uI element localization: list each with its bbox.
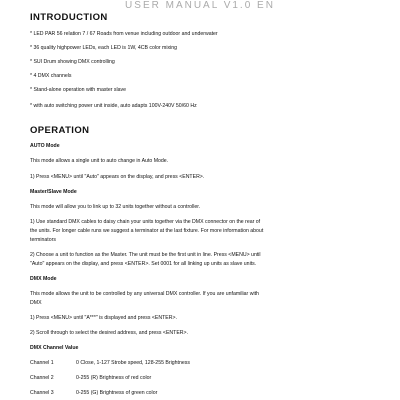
page-header-title: USER MANUAL V1.0 EN <box>125 0 275 11</box>
channel-value: 0-255 (G) Brightness of green color <box>76 390 158 396</box>
channel-value: 0-255 (R) Brightness of red color <box>76 375 152 381</box>
master-slave-line: the units. For longer cable runs we suggest a terminator at the last fixture. For more information about <box>30 228 264 234</box>
introduction-heading: INTRODUCTION <box>30 12 108 23</box>
auto-mode-line: This mode allows a single unit to auto change in Auto Mode. <box>30 158 169 164</box>
intro-item: * 4 DMX channels <box>30 73 72 79</box>
dmx-mode-line: 1) Press <MENU> until "A***" is displayed and press <ENTER>. <box>30 315 177 321</box>
intro-item: * with auto switching power unit inside, auto adapts 100V-240V 50/60 Hz <box>30 103 197 109</box>
channel-value: 0 Close, 1-127 Strobe speed, 128-255 Brightness <box>76 360 190 366</box>
dmx-mode-line: 2) Scroll through to select the desired address, and press <ENTER>. <box>30 330 189 336</box>
intro-item: * SUI Drum showing DMX controlling <box>30 59 115 65</box>
operation-heading: OPERATION <box>30 125 90 136</box>
channel-label: Channel 3 <box>30 390 54 396</box>
channel-row <box>30 373 151 383</box>
master-slave-line: 2) Choose a unit to function as the Master. The unit must be the first unit in line. Press <MENU> until <box>30 252 261 258</box>
intro-item: * LED PAR 56 relation 7 / 67 Roads from venue including outdoor and underwater <box>30 31 218 37</box>
intro-item: * Stand-alone operation with master slave <box>30 87 127 93</box>
dmx-mode-title: DMX Mode <box>30 276 57 282</box>
dmx-mode-line: This mode allows the unit to be controlled by any universal DMX controller. If you are unfamiliar with <box>30 291 259 297</box>
auto-mode-line: 1) Press <MENU> until "Auto" appears on the display, and press <ENTER>. <box>30 174 205 180</box>
channel-row <box>30 358 190 368</box>
master-slave-line: "Auto" appears on the display, and press <ENTER>. Set 0001 for all linking up units as slave units. <box>30 261 257 267</box>
channel-label: Channel 1 <box>30 360 54 366</box>
master-slave-line: terminators <box>30 237 56 243</box>
auto-mode-title: AUTO Mode <box>30 143 60 149</box>
master-slave-title: Master/Slave Mode <box>30 189 77 195</box>
intro-item: * 36 quality highpower LEDs, each LED is 1W, 4CB color mixing <box>30 45 178 51</box>
dmx-mode-line: DMX <box>30 300 42 306</box>
channel-label: Channel 2 <box>30 375 54 381</box>
dmx-channel-title: DMX Channel Value <box>30 345 79 351</box>
master-slave-line: This mode will allow you to link up to 32 units together without a controller. <box>30 204 201 210</box>
channel-row <box>30 388 157 398</box>
master-slave-line: 1) Use standard DMX cables to daisy chain your units together via the DMX connector on the rear of <box>30 219 261 225</box>
